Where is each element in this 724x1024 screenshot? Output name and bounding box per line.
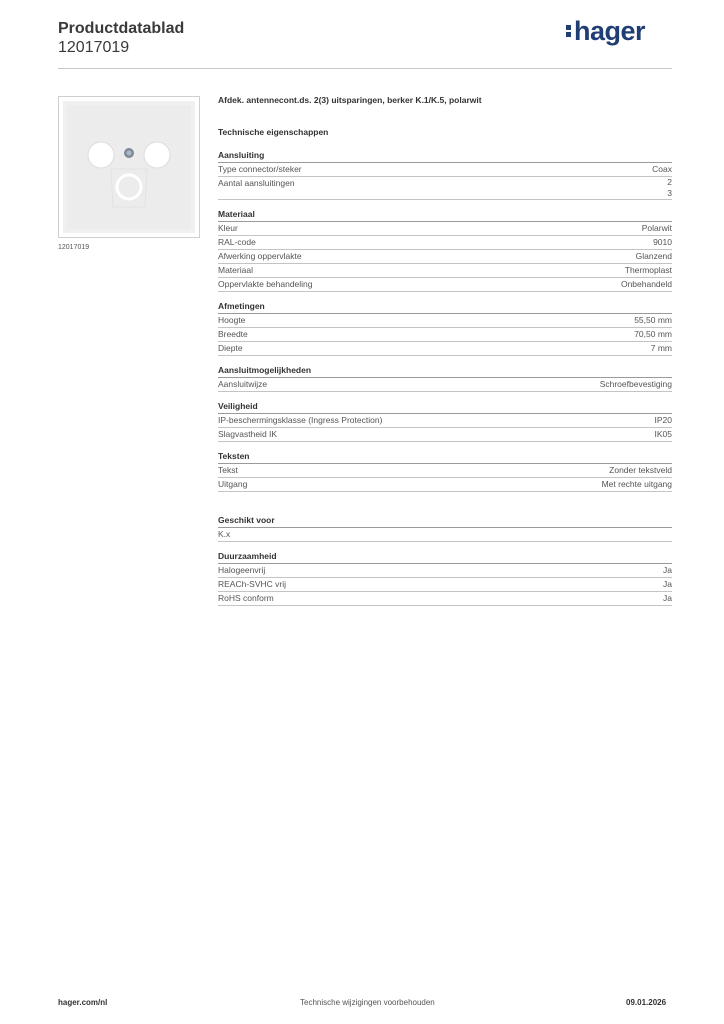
image-caption: 12017019 [58,244,90,251]
spec-section [218,365,672,392]
section-title: Veiligheid [218,401,672,414]
footer-disclaimer: Technische wijzigingen voorbehouden [300,998,435,1007]
header-code: 12017019 [58,39,130,56]
spec-row [218,250,672,264]
spec-row [218,528,672,542]
spec-value: Thermoplast [624,265,672,275]
spec-section [218,150,672,200]
spec-label: Kleur [218,223,238,233]
spec-section [218,515,672,542]
spec-label: Oppervlakte behandeling [218,279,313,289]
section-title: Aansluiting [218,150,672,163]
spec-label: Type connector/steker [218,164,302,174]
spec-value: IP20 [654,415,672,425]
section-title: Afmetingen [218,301,672,314]
section-gap [218,501,672,515]
spec-label: Tekst [218,465,238,475]
footer-website[interactable]: hager.com/nl [58,998,108,1007]
spec-row [218,378,672,392]
spec-row [218,464,672,478]
footer-date: 09.01.2026 [626,998,667,1007]
spec-label: IP-beschermingsklasse (Ingress Protection) [218,415,383,425]
spec-label: Uitgang [218,479,248,489]
spec-row [218,414,672,428]
spec-value: 9010 [653,237,672,247]
spec-value: Glanzend [635,251,672,261]
spec-label: Aansluitwijze [218,379,268,389]
spec-row [218,578,672,592]
sections [218,150,672,606]
section-title: Duurzaamheid [218,551,672,564]
spec-value: 55,50 mm [634,315,672,325]
header-title: Productdatablad [58,20,185,37]
spec-label: RoHS conform [218,593,274,603]
spec-value: Ja [663,579,672,589]
spec-row [218,177,672,200]
spec-row [218,264,672,278]
spec-label: Hoogte [218,315,246,325]
spec-row [218,163,672,177]
spec-value: 70,50 mm [634,329,672,339]
section-title: Geschikt voor [218,515,672,528]
spec-row [218,564,672,578]
spec-label: Materiaal [218,265,253,275]
section-title: Teksten [218,451,672,464]
cover-plate-icon [59,97,199,237]
spec-label: RAL-code [218,237,256,247]
spec-section [218,209,672,292]
section-title: Materiaal [218,209,672,222]
spec-row [218,478,672,492]
spec-value: 7 mm [650,343,672,353]
tech-title: Technische eigenschappen [218,127,329,137]
spec-row [218,314,672,328]
spec-row [218,278,672,292]
spec-row [218,328,672,342]
spec-label: Diepte [218,343,243,353]
spec-row [218,428,672,442]
spec-value: Polarwit [641,223,672,233]
spec-label: Afwerking oppervlakte [218,251,302,261]
spec-section [218,551,672,606]
spec-value: IK05 [654,429,672,439]
spec-value: Ja [663,593,672,603]
spec-row [218,222,672,236]
spec-value [667,177,672,199]
spec-section [218,451,672,492]
spec-label: K.x [218,529,231,539]
spec-value: Zonder tekstveld [609,465,672,475]
spec-value-line: 2 [667,177,672,187]
spec-row [218,342,672,356]
spec-value-line: 3 [667,188,672,198]
header-rule [58,68,672,69]
hager-logo [566,16,645,47]
spec-label: Slagvastheid IK [218,429,278,439]
spec-label: Breedte [218,329,248,339]
spec-value: Ja [663,565,672,575]
spec-row [218,592,672,606]
spec-label: Halogeenvrij [218,565,266,575]
spec-section [218,401,672,442]
spec-value: Coax [652,164,672,174]
spec-value: Met rechte uitgang [601,479,672,489]
spec-label: Aantal aansluitingen [218,178,295,188]
content [218,95,672,615]
spec-row [218,236,672,250]
spec-label: REACh-SVHC vrij [218,579,287,589]
logo-dots-icon [566,23,572,39]
spec-value: Onbehandeld [620,279,672,289]
spec-value: Schroefbevestiging [599,379,672,389]
logo-text: hager [574,16,646,46]
product-title: Afdek. antennecont.ds. 2(3) uitsparingen, berker K.1/K.5, polarwit [218,95,482,105]
spec-section [218,301,672,356]
section-title: Aansluitmogelijkheden [218,365,672,378]
product-image [58,96,200,238]
